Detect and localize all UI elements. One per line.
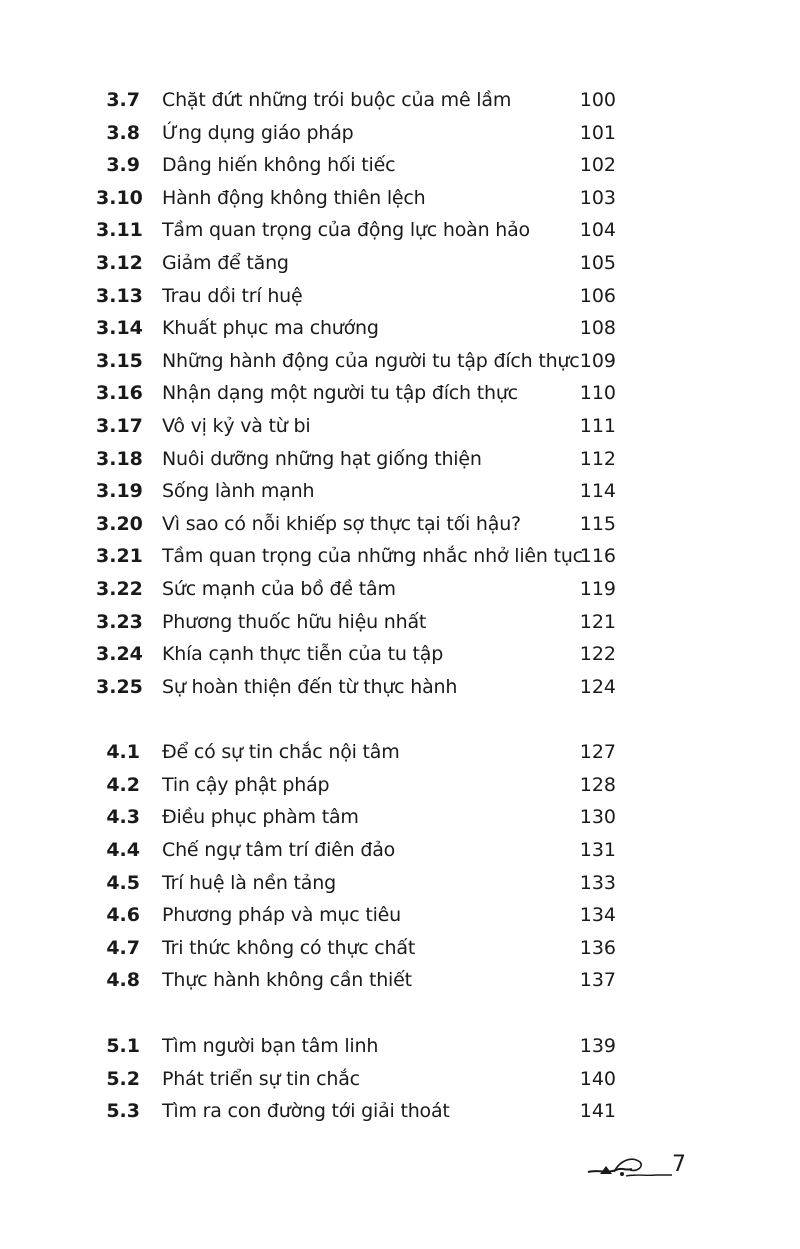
toc-entry-title: Điều phục phàm tâm — [162, 806, 359, 829]
toc-entry-page: 101 — [579, 121, 616, 144]
toc-entry-title: Những hành động của người tu tập đích thực — [162, 349, 580, 372]
toc-entry-page: 124 — [579, 675, 616, 698]
toc-entry — [0, 573, 800, 606]
toc-entry-page: 122 — [579, 643, 616, 666]
toc-entry — [0, 899, 800, 932]
toc-entry-title: Ứng dụng giáo pháp — [162, 121, 354, 144]
toc-entry-page: 111 — [579, 414, 616, 437]
toc-entry — [0, 964, 800, 997]
toc-entry — [0, 867, 800, 900]
toc-entry-number: 4.6 — [106, 904, 140, 927]
toc-entry-number: 3.21 — [96, 545, 143, 568]
toc-entry-page: 105 — [579, 251, 616, 274]
toc-entry-title: Sống lành mạnh — [162, 480, 315, 503]
toc-entry-page: 116 — [579, 545, 616, 568]
toc-entry-number: 3.11 — [96, 219, 143, 242]
toc-entry-number: 3.13 — [96, 284, 143, 307]
toc-entry — [0, 410, 800, 443]
toc-entry-number: 3.18 — [96, 447, 143, 470]
toc-entry-page: 104 — [579, 219, 616, 242]
toc-entry-title: Dâng hiến không hối tiếc — [162, 154, 396, 177]
toc-entry — [0, 769, 800, 802]
toc-entry-number: 3.20 — [96, 512, 143, 535]
toc-entry-title: Nhận dạng một người tu tập đích thực — [162, 382, 518, 405]
toc-entry-title: Tìm ra con đường tới giải thoát — [162, 1100, 450, 1123]
toc-entry — [0, 84, 800, 117]
toc-entry-number: 3.23 — [96, 610, 143, 633]
toc-entry-page: 136 — [579, 936, 616, 959]
toc-entry-page: 127 — [579, 741, 616, 764]
toc-entry — [0, 540, 800, 573]
toc-entry-number: 4.8 — [106, 969, 140, 992]
toc-entry-number: 4.1 — [106, 741, 140, 764]
toc-entry-title: Sức mạnh của bồ đề tâm — [162, 577, 396, 600]
toc-entry — [0, 834, 800, 867]
toc-entry-title: Tin cậy phật pháp — [162, 773, 330, 796]
toc-entry-number: 3.17 — [96, 414, 143, 437]
toc-entry-page: 103 — [579, 186, 616, 209]
toc-entry-number: 3.25 — [96, 675, 143, 698]
toc-entry-title: Vì sao có nỗi khiếp sợ thực tại tối hậu? — [162, 512, 521, 535]
toc-entry-number: 5.1 — [106, 1035, 140, 1058]
toc-entry-title: Sự hoàn thiện đến từ thực hành — [162, 675, 458, 698]
table-of-contents — [0, 84, 800, 1161]
toc-entry — [0, 606, 800, 639]
toc-entry-title: Tầm quan trọng của những nhắc nhở liên tục — [162, 545, 583, 568]
toc-entry-number: 3.16 — [96, 382, 143, 405]
toc-entry-page: 109 — [579, 349, 616, 372]
toc-entry — [0, 932, 800, 965]
toc-entry-number: 3.19 — [96, 480, 143, 503]
toc-entry-number: 3.9 — [106, 154, 140, 177]
toc-entry-page: 140 — [579, 1067, 616, 1090]
toc-entry — [0, 117, 800, 150]
toc-entry-number: 4.5 — [106, 871, 140, 894]
toc-entry — [0, 280, 800, 313]
toc-entry-title: Tầm quan trọng của động lực hoàn hảo — [162, 219, 530, 242]
toc-entry-number: 4.7 — [106, 936, 140, 959]
toc-entry-page: 114 — [579, 480, 616, 503]
toc-entry-title: Để có sự tin chắc nội tâm — [162, 741, 400, 764]
toc-entry-number: 3.7 — [106, 89, 140, 111]
toc-entry-number: 5.3 — [106, 1100, 140, 1123]
toc-entry-title: Giảm để tăng — [162, 251, 289, 274]
toc-entry-title: Phát triển sự tin chắc — [162, 1067, 360, 1090]
toc-entry — [0, 182, 800, 215]
toc-entry — [0, 801, 800, 834]
toc-entry — [0, 149, 800, 182]
toc-entry-number: 3.22 — [96, 577, 143, 600]
toc-entry-page: 112 — [579, 447, 616, 470]
toc-entry — [0, 443, 800, 476]
toc-section-5 — [0, 1030, 800, 1128]
toc-entry-number: 3.15 — [96, 349, 143, 372]
toc-entry-page: 128 — [579, 773, 616, 796]
toc-entry-title: Phương thuốc hữu hiệu nhất — [162, 610, 427, 633]
toc-entry-page: 119 — [579, 577, 616, 600]
toc-entry — [0, 345, 800, 378]
page-footer — [586, 1148, 686, 1188]
toc-entry-title: Khuất phục ma chướng — [162, 317, 379, 340]
toc-entry-title: Chặt đứt những trói buộc của mê lầm — [162, 89, 512, 111]
toc-entry-page: 110 — [579, 382, 616, 405]
toc-entry-number: 3.24 — [96, 643, 143, 666]
toc-entry-title: Vô vị kỷ và từ bi — [162, 414, 311, 437]
page-number: 7 — [672, 1152, 686, 1177]
toc-entry-page: 100 — [579, 89, 616, 111]
toc-entry-number: 5.2 — [106, 1067, 140, 1090]
toc-entry-page: 141 — [579, 1100, 616, 1123]
toc-entry-page: 130 — [579, 806, 616, 829]
toc-entry — [0, 247, 800, 280]
toc-entry-page: 133 — [579, 871, 616, 894]
toc-entry-page: 131 — [579, 839, 616, 862]
flourish-icon — [586, 1152, 674, 1180]
toc-entry — [0, 671, 800, 704]
toc-entry-title: Chế ngự tâm trí điên đảo — [162, 839, 396, 862]
toc-entry-page: 102 — [579, 154, 616, 177]
toc-entry-page: 121 — [579, 610, 616, 633]
toc-entry-title: Trí huệ là nền tảng — [162, 871, 336, 894]
toc-entry-page: 115 — [579, 512, 616, 535]
toc-entry-number: 3.10 — [96, 186, 143, 209]
toc-entry-title: Trau dồi trí huệ — [162, 284, 303, 307]
toc-section-3 — [0, 84, 800, 703]
toc-entry — [0, 475, 800, 508]
toc-entry-page: 106 — [579, 284, 616, 307]
toc-entry — [0, 736, 800, 769]
toc-entry — [0, 377, 800, 410]
toc-entry-number: 4.2 — [106, 773, 140, 796]
toc-entry-title: Tri thức không có thực chất — [162, 936, 416, 959]
toc-entry — [0, 1063, 800, 1096]
toc-entry — [0, 1095, 800, 1128]
toc-entry-title: Phương pháp và mục tiêu — [162, 904, 401, 927]
toc-entry-number: 3.14 — [96, 317, 143, 340]
toc-entry-page: 108 — [579, 317, 616, 340]
toc-entry-title: Thực hành không cần thiết — [162, 969, 412, 992]
toc-entry — [0, 312, 800, 345]
toc-entry-number: 3.8 — [106, 121, 140, 144]
toc-entry-title: Khía cạnh thực tiễn của tu tập — [162, 643, 444, 666]
toc-entry-page: 134 — [579, 904, 616, 927]
toc-entry-page: 139 — [579, 1035, 616, 1058]
toc-entry — [0, 638, 800, 671]
toc-entry — [0, 1030, 800, 1063]
toc-entry-title: Tìm người bạn tâm linh — [162, 1035, 379, 1058]
toc-entry-number: 3.12 — [96, 251, 143, 274]
toc-entry — [0, 508, 800, 541]
toc-entry-number: 4.4 — [106, 839, 140, 862]
toc-entry-title: Nuôi dưỡng những hạt giống thiện — [162, 447, 482, 470]
toc-entry — [0, 214, 800, 247]
toc-entry-title: Hành động không thiên lệch — [162, 186, 426, 209]
toc-entry-number: 4.3 — [106, 806, 140, 829]
toc-entry-page: 137 — [579, 969, 616, 992]
toc-section-4 — [0, 736, 800, 997]
